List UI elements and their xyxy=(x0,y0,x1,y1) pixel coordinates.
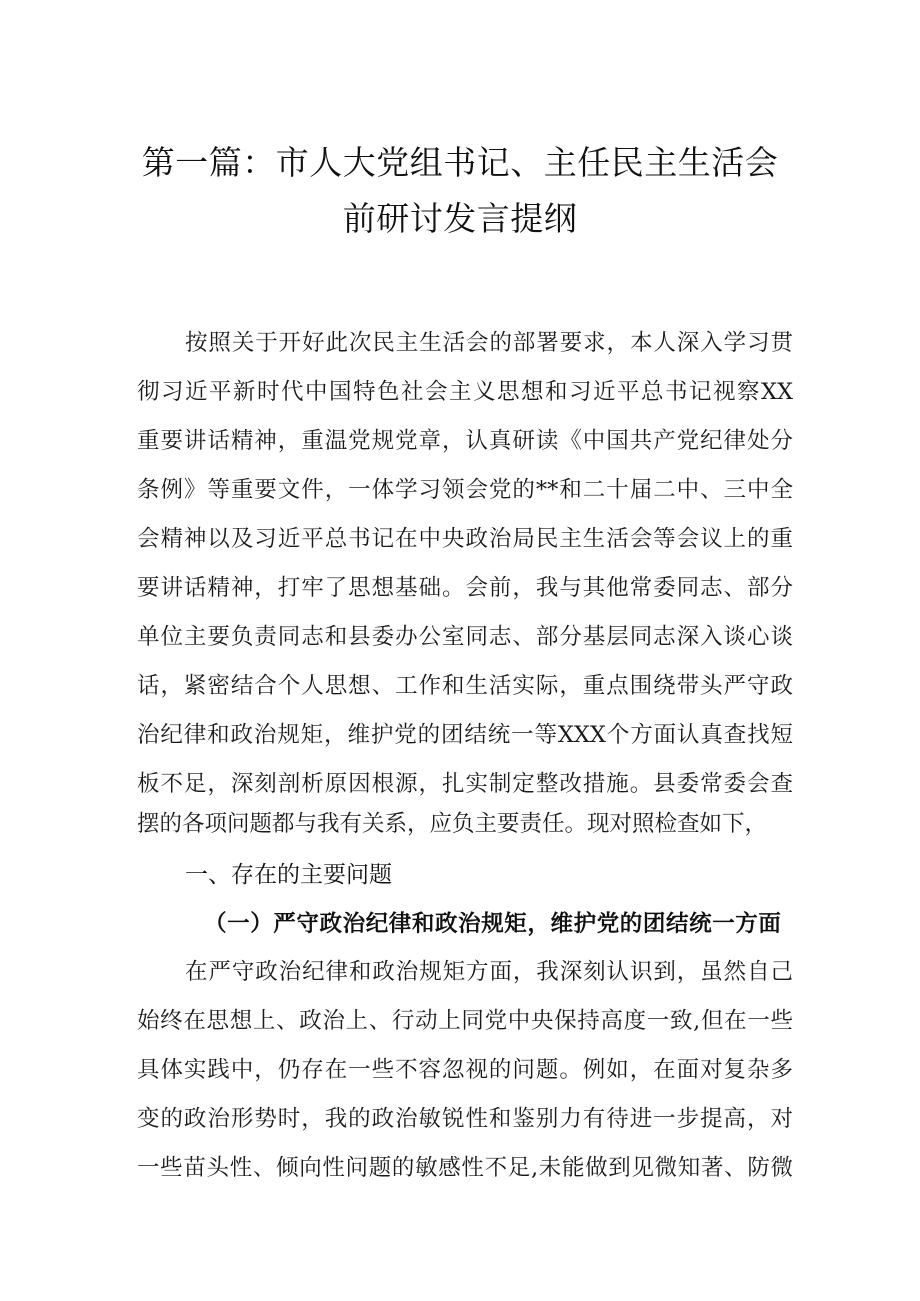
document-title-line-2: 前研讨发言提纲 xyxy=(342,199,578,238)
paragraph-line: 彻习近平新时代中国特色社会主义思想和习近平总书记视察XX xyxy=(137,379,793,405)
paragraph-line: 摆的各项问题都与我有关系，应负主要责任。现对照检查如下， xyxy=(137,811,768,837)
paragraph-line: 要讲话精神，打牢了思想基础。会前，我与其他常委同志、部分 xyxy=(137,575,793,601)
paragraph-line: 治纪律和政治规矩，维护党的团结统一等XXX个方面认真查找短 xyxy=(137,722,793,748)
paragraph-line: 一些苗头性、倾向性问题的敏感性不足,未能做到见微知著、防微 xyxy=(137,1155,793,1181)
paragraph-line: 话，紧密结合个人思想、工作和生活实际，重点围绕带头严守政 xyxy=(137,673,793,699)
paragraph-line: 重要讲话精神，重温党规党章，认真研读《中国共产党纪律处分 xyxy=(137,428,793,454)
section-heading: 一、存在的主要问题 xyxy=(185,862,392,888)
paragraph-line: 在严守政治纪律和政治规矩方面，我深刻认识到，虽然自己 xyxy=(185,959,793,985)
paragraph-line: 条例》等重要文件，一体学习领会党的**和二十届二中、三中全 xyxy=(137,477,793,503)
paragraph-line: 会精神以及习近平总书记在中央政治局民主生活会等会议上的重 xyxy=(137,526,793,552)
paragraph-line: 具体实践中，仍存在一些不容忽视的问题。例如，在面对复杂多 xyxy=(137,1057,793,1083)
paragraph-line: 变的政治形势时，我的政治敏锐性和鉴别力有待进一步提高，对 xyxy=(137,1106,793,1132)
paragraph-line: 单位主要负责同志和县委办公室同志、部分基层同志深入谈心谈 xyxy=(137,624,793,650)
subsection-heading: （一）严守政治纪律和政治规矩，维护党的团结统一方面 xyxy=(204,911,782,937)
document-title-line-1: 第一篇：市人大党组书记、主任民主生活会 xyxy=(141,143,779,182)
paragraph-line: 始终在思想上、政治上、行动上同党中央保持高度一致,但在一些 xyxy=(137,1008,793,1034)
paragraph-line: 板不足，深刻剖析原因根源，扎实制定整改措施。县委常委会查 xyxy=(137,771,793,797)
paragraph-line: 按照关于开好此次民主生活会的部署要求，本人深入学习贯 xyxy=(185,330,793,356)
